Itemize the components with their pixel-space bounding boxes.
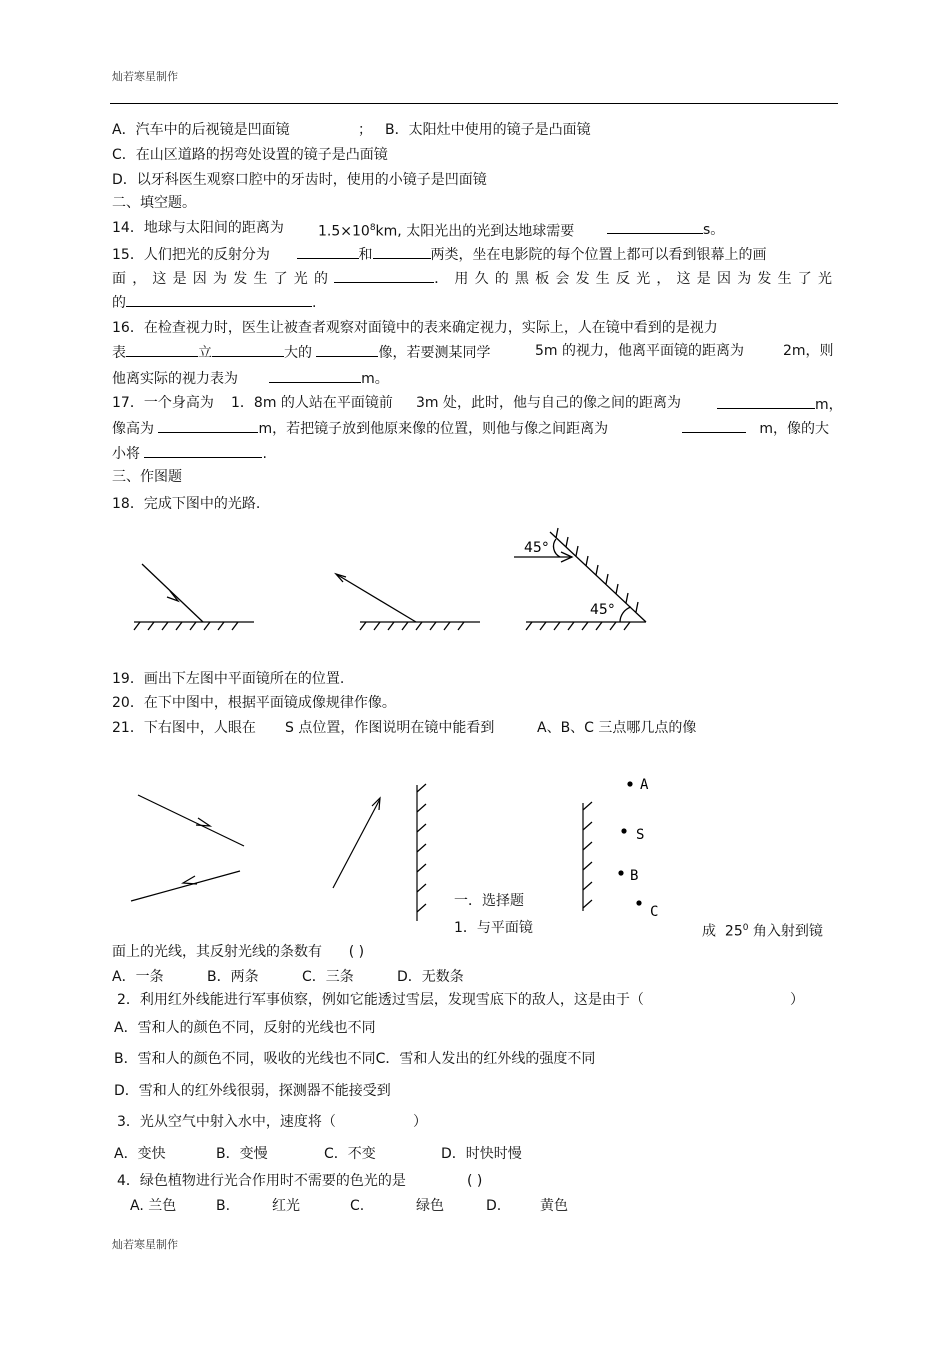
q16-line2c: 2m，则: [783, 343, 834, 359]
section-choice-title: 一．选择题: [454, 893, 524, 909]
fig19-arrow-1: [196, 818, 210, 826]
q2-option-d: D．雪和人的红外线很弱，探测器不能接受到: [114, 1083, 391, 1099]
fig20-arrowhead: [372, 798, 380, 810]
q1-option-b: B．两条: [207, 969, 259, 985]
q4-option-d-text: 黄色: [540, 1198, 568, 1214]
q1-text-a: 1．与平面镜: [454, 920, 533, 936]
fig21-label-a: A: [640, 777, 649, 793]
q17-line1a: 17．一个身高为: [112, 395, 214, 411]
prev-option-d: D．以牙科医生观察口腔中的牙齿时，使用的小镜子是凹面镜: [112, 172, 487, 188]
q4-option-d: D.: [486, 1198, 502, 1214]
q16-line2b: 5m 的视力，他离平面镜的距离为: [535, 343, 744, 359]
q2-option-bc: B．雪和人的颜色不同，吸收的光线也不同C．雪和人发出的红外线的强度不同: [114, 1051, 596, 1067]
q17-line3: 小将 .: [112, 443, 267, 463]
q14-distance: $1.5\times 10^8km$, 太阳光出的光到达地球需要: [318, 223, 575, 240]
q4-paren: ( ): [467, 1173, 483, 1189]
q17-line1b: 1．8m 的人站在平面镜前: [231, 395, 393, 411]
q3-close: ）: [413, 1114, 427, 1130]
fig21-point-s: [621, 828, 626, 833]
q4-option-b-text: 红光: [272, 1198, 300, 1214]
q3-option-c: C．不变: [324, 1146, 376, 1162]
prev-option-c: C．在山区道路的拐弯处设置的镜子是凸面镜: [112, 147, 388, 163]
section-fill-title: 二、填空题。: [112, 195, 196, 211]
prev-semicolon: ；: [358, 122, 372, 138]
fig18-angle-label-bottom: 45°: [590, 602, 615, 618]
q21-text-c: A、B、C 三点哪几点的像: [537, 720, 697, 736]
q4-option-a: A. 兰色: [130, 1198, 177, 1214]
q14-prefix: 14．地球与太阳间的距离为: [112, 220, 284, 236]
q17-line1d: m，: [717, 394, 843, 414]
q17-line1c: 3m 处，此时，他与自己的像之间的距离为: [416, 395, 681, 411]
page-header: 灿若寒星制作: [112, 70, 178, 83]
fig21-point-b: [618, 870, 623, 875]
q17-line2c: m，像的大: [682, 418, 829, 438]
q1-option-c: C．三条: [302, 969, 354, 985]
q2-close: ）: [790, 992, 804, 1008]
q1-option-a: A．一条: [112, 969, 164, 985]
q4-text: 4．绿色植物进行光合作用时不需要的色光的是: [117, 1173, 406, 1189]
fig21-label-b: B: [630, 868, 639, 884]
fig21-point-a: [627, 781, 632, 786]
q3-text: 3．光从空气中射入水中，速度将（: [117, 1114, 336, 1130]
q16-line3: 他离实际的视力表为 m。: [112, 368, 389, 388]
prev-option-b: B．太阳灶中使用的镜子是凸面镜: [385, 122, 591, 138]
page-footer: 灿若寒星制作: [112, 1238, 178, 1251]
q16-line2a: 表 立 大的 像，若要测某同学: [112, 342, 490, 362]
q4-option-c: C.: [350, 1198, 365, 1214]
q19-text: 19．画出下左图中平面镜所在的位置.: [112, 671, 345, 687]
q2-option-a: A．雪和人的颜色不同，反射的光线也不同: [114, 1020, 376, 1036]
q15-line2: 面，这是因为发生了光的 ．用久的黑板会发生反光，这是因为发生了光: [112, 268, 838, 288]
q17-line2: 像高为 m，若把镜子放到他原来像的位置，则他与像之间距离为: [112, 418, 608, 438]
fig20-object-arrow: [333, 799, 380, 888]
q20-text: 20．在下中图中，根据平面镜成像规律作像。: [112, 695, 396, 711]
q2-text: 2．利用红外线能进行军事侦察，例如它能透过雪层，发现雪底下的敌人，这是由于（: [117, 992, 644, 1008]
q1-option-d: D．无数条: [397, 969, 464, 985]
q21-text-a: 21．下右图中，人眼在: [112, 720, 256, 736]
section-drawing-title: 三、作图题: [112, 469, 182, 485]
q21-text-b: S 点位置，作图说明在镜中能看到: [285, 720, 495, 736]
q3-option-d: D．时快时慢: [441, 1146, 522, 1162]
prev-option-a: A．汽车中的后视镜是凹面镜: [112, 122, 290, 138]
fig21-label-c: C: [650, 904, 659, 920]
fig21-point-c: [636, 900, 641, 905]
q16-line1: 16．在检查视力时，医生让被查者观察对面镜中的表来确定视力，实际上，人在镜中看到的是视力: [112, 320, 718, 336]
fig18-angle-label-top: 45°: [524, 540, 549, 556]
q15-line1: 15．人们把光的反射分为 和 两类，坐在电影院的每个位置上都可以看到银幕上的画: [112, 244, 767, 264]
q3-option-b: B．变慢: [216, 1146, 268, 1162]
q1-text-b: 成 $25^0$ 角入射到镜: [702, 923, 823, 940]
fig19-reflected-ray: [131, 871, 240, 901]
q15-line3: 的 .: [112, 292, 316, 312]
fig20-mirror-hatch: [417, 784, 426, 912]
q4-option-b: B.: [216, 1198, 231, 1214]
q3-option-a: A．变快: [114, 1146, 166, 1162]
fig21-label-s: S: [636, 827, 645, 843]
fig21-mirror-hatch: [583, 802, 592, 908]
q4-option-c-text: 绿色: [416, 1198, 444, 1214]
q1-line2: 面上的光线，其反射光线的条数有 ( ): [112, 944, 365, 960]
fig19-incident-ray: [138, 795, 244, 846]
q14-answer-blank[interactable]: s。: [607, 219, 724, 239]
q18-text: 18．完成下图中的光路.: [112, 496, 261, 512]
